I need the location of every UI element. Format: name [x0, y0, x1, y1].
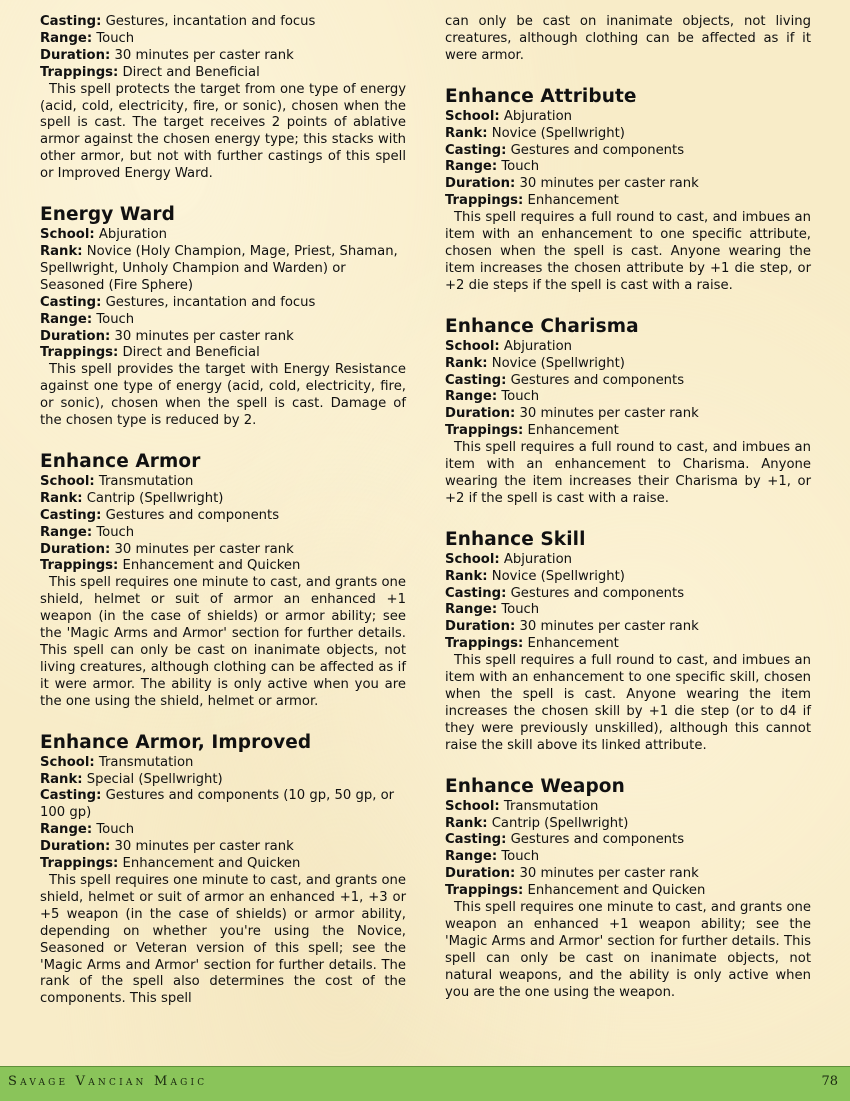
rank-line: Rank: Novice (Holy Champion, Mage, Priest, Shaman, Spellwright, Unholy Champion and Warden) or Seasoned (Fire Sphere): [40, 243, 398, 293]
trappings-line: Trappings: Enhancement and Quicken: [40, 558, 301, 574]
spell-enhance-skill: [445, 529, 811, 755]
rank-line: Rank: Cantrip (Spellwright): [40, 490, 224, 506]
range-line: Range: Touch: [445, 159, 540, 175]
school-line: School: Abjuration: [40, 227, 168, 243]
rank-line: Rank: Special (Spellwright): [40, 771, 223, 787]
page-number: 78: [821, 1074, 838, 1089]
spell-description: This spell requires one minute to cast, and grants one shield, helmet or suit of armor an enhanced +1 weapon (in the case of shields) or armor ability; see the 'Magic Arms and Armor' section for further details. This spell can only be cast on inanimate objects, not living creatures, although clothing can be affected as if it were armor. The ability is only active when you are the one using the shield, helmet or armor.: [40, 575, 406, 709]
school-line: School: Abjuration: [445, 551, 573, 567]
range-line: Range: Touch: [40, 524, 135, 540]
book-title: Savage Vancian Magic: [8, 1074, 208, 1089]
rank-line: Rank: Novice (Spellwright): [445, 568, 625, 584]
casting-line: Casting: Gestures and components: [40, 507, 280, 523]
casting-line: Casting: Gestures, incantation and focus: [40, 14, 316, 29]
trappings-line: Trappings: Enhancement and Quicken: [40, 856, 301, 872]
rank-line: Rank: Novice (Spellwright): [445, 125, 625, 141]
spell-title: Energy Ward: [40, 204, 175, 226]
spell-enhance-attribute: [445, 86, 811, 295]
casting-line: Casting: Gestures and components (10 gp, 50 gp, or 100 gp): [40, 788, 395, 821]
spell-continued-left: [40, 14, 406, 183]
range-line: Range: Touch: [40, 822, 135, 838]
range-line: Range: Touch: [445, 849, 540, 865]
duration-line: Duration: 30 minutes per caster rank: [445, 406, 699, 422]
right-column: [445, 14, 811, 1002]
trappings-line: Trappings: Enhancement: [445, 423, 619, 439]
trappings-line: Trappings: Enhancement: [445, 636, 619, 652]
school-line: School: Abjuration: [445, 108, 573, 124]
casting-line: Casting: Gestures and components: [445, 832, 685, 848]
school-line: School: Transmutation: [40, 473, 194, 489]
school-line: School: Abjuration: [445, 338, 573, 354]
trappings-line: Trappings: Enhancement: [445, 193, 619, 209]
duration-line: Duration: 30 minutes per caster rank: [445, 866, 699, 882]
spell-description: This spell requires a full round to cast, and imbues an item with an enhancement to one specific attribute, chosen when the spell is cast. Anyone wearing the item increases the chosen attribute by +1 die step, or +2 die steps if the spell is cast with a raise.: [445, 210, 811, 293]
range-line: Range: Touch: [445, 602, 540, 618]
spell-title: Enhance Skill: [445, 528, 586, 550]
trappings-line: Trappings: Direct and Beneficial: [40, 345, 260, 361]
spell-description: This spell requires one minute to cast, and grants one shield, helmet or suit of armor an enhanced +1, +3 or +5 weapon (in the case of shields) or armor ability, depending on whether you're using the Novice, Seasoned or Veteran version of this spell; see the 'Magic Arms and Armor' section for further details. The rank of the spell also determines the cost of the components. This spell: [40, 872, 406, 1007]
rank-line: Rank: Novice (Spellwright): [445, 355, 625, 371]
school-line: School: Transmutation: [40, 754, 194, 770]
rank-line: Rank: Cantrip (Spellwright): [445, 815, 629, 831]
duration-line: Duration: 30 minutes per caster rank: [40, 541, 294, 557]
spell-title: Enhance Armor, Improved: [40, 731, 312, 753]
spell-title: Enhance Armor: [40, 450, 201, 472]
spell-description: This spell requires a full round to cast, and imbues an item with an enhancement to Charisma. Anyone wearing the item increases their Charisma by +1, or +2 if the spell is cast with a raise.: [445, 440, 811, 506]
spell-enhance-armor: [40, 451, 406, 711]
left-column: [40, 14, 406, 1008]
spell-title: Enhance Weapon: [445, 775, 625, 797]
spell-description: This spell requires a full round to cast, and imbues an item with an enhancement to one specific skill, chosen when the spell is cast. Anyone wearing the item increases the chosen skill by +1 die step (or to d4 if they were previously unskilled), although this cannot raise the skill above its linked attribute.: [445, 653, 811, 753]
casting-line: Casting: Gestures and components: [445, 585, 685, 601]
spell-enhance-charisma: [445, 316, 811, 508]
duration-line: Duration: 30 minutes per caster rank: [445, 619, 699, 635]
spell-enhance-armor-improved: [40, 732, 406, 1009]
duration-line: Duration: 30 minutes per caster rank: [445, 176, 699, 192]
casting-line: Casting: Gestures, incantation and focus: [40, 294, 316, 310]
duration-line: Duration: 30 minutes per caster rank: [40, 47, 294, 63]
casting-line: Casting: Gestures and components: [445, 142, 685, 158]
trappings-line: Trappings: Direct and Beneficial: [40, 64, 260, 80]
spell-description: can only be cast on inanimate objects, not living creatures, although clothing can be affected as if it were armor.: [445, 14, 811, 63]
page-footer: [0, 1066, 850, 1101]
school-line: School: Transmutation: [445, 798, 599, 814]
spell-continued-right: [445, 14, 811, 65]
duration-line: Duration: 30 minutes per caster rank: [40, 839, 294, 855]
spell-enhance-weapon: [445, 776, 811, 1002]
range-line: Range: Touch: [445, 389, 540, 405]
spell-description: This spell provides the target with Energy Resistance against one type of energy (acid, cold, electricity, fire, or sonic), chosen when the spell is cast. Damage of the chosen type is reduced by 2.: [40, 362, 406, 429]
spell-energy-ward: [40, 204, 406, 430]
range-line: Range: Touch: [40, 30, 135, 46]
spell-description: This spell requires one minute to cast, and grants one weapon an enhanced +1 weapon ability; see the 'Magic Arms and Armor' section for further details. This spell can only be cast on inanimate objects, not natural weapons, and the ability is only active when you are the one using the weapon.: [445, 900, 811, 1000]
trappings-line: Trappings: Enhancement and Quicken: [445, 883, 706, 899]
duration-line: Duration: 30 minutes per caster rank: [40, 328, 294, 344]
range-line: Range: Touch: [40, 311, 135, 327]
spell-title: Enhance Attribute: [445, 85, 637, 107]
spell-title: Enhance Charisma: [445, 315, 639, 337]
casting-line: Casting: Gestures and components: [445, 372, 685, 388]
spell-description: This spell protects the target from one type of energy (acid, cold, electricity, fire, or sonic), chosen when the spell is cast. The target receives 2 points of ablative armor against the chosen energy type; this stacks with other armor, but not with further castings of this spell or Improved Energy Ward.: [40, 81, 406, 182]
